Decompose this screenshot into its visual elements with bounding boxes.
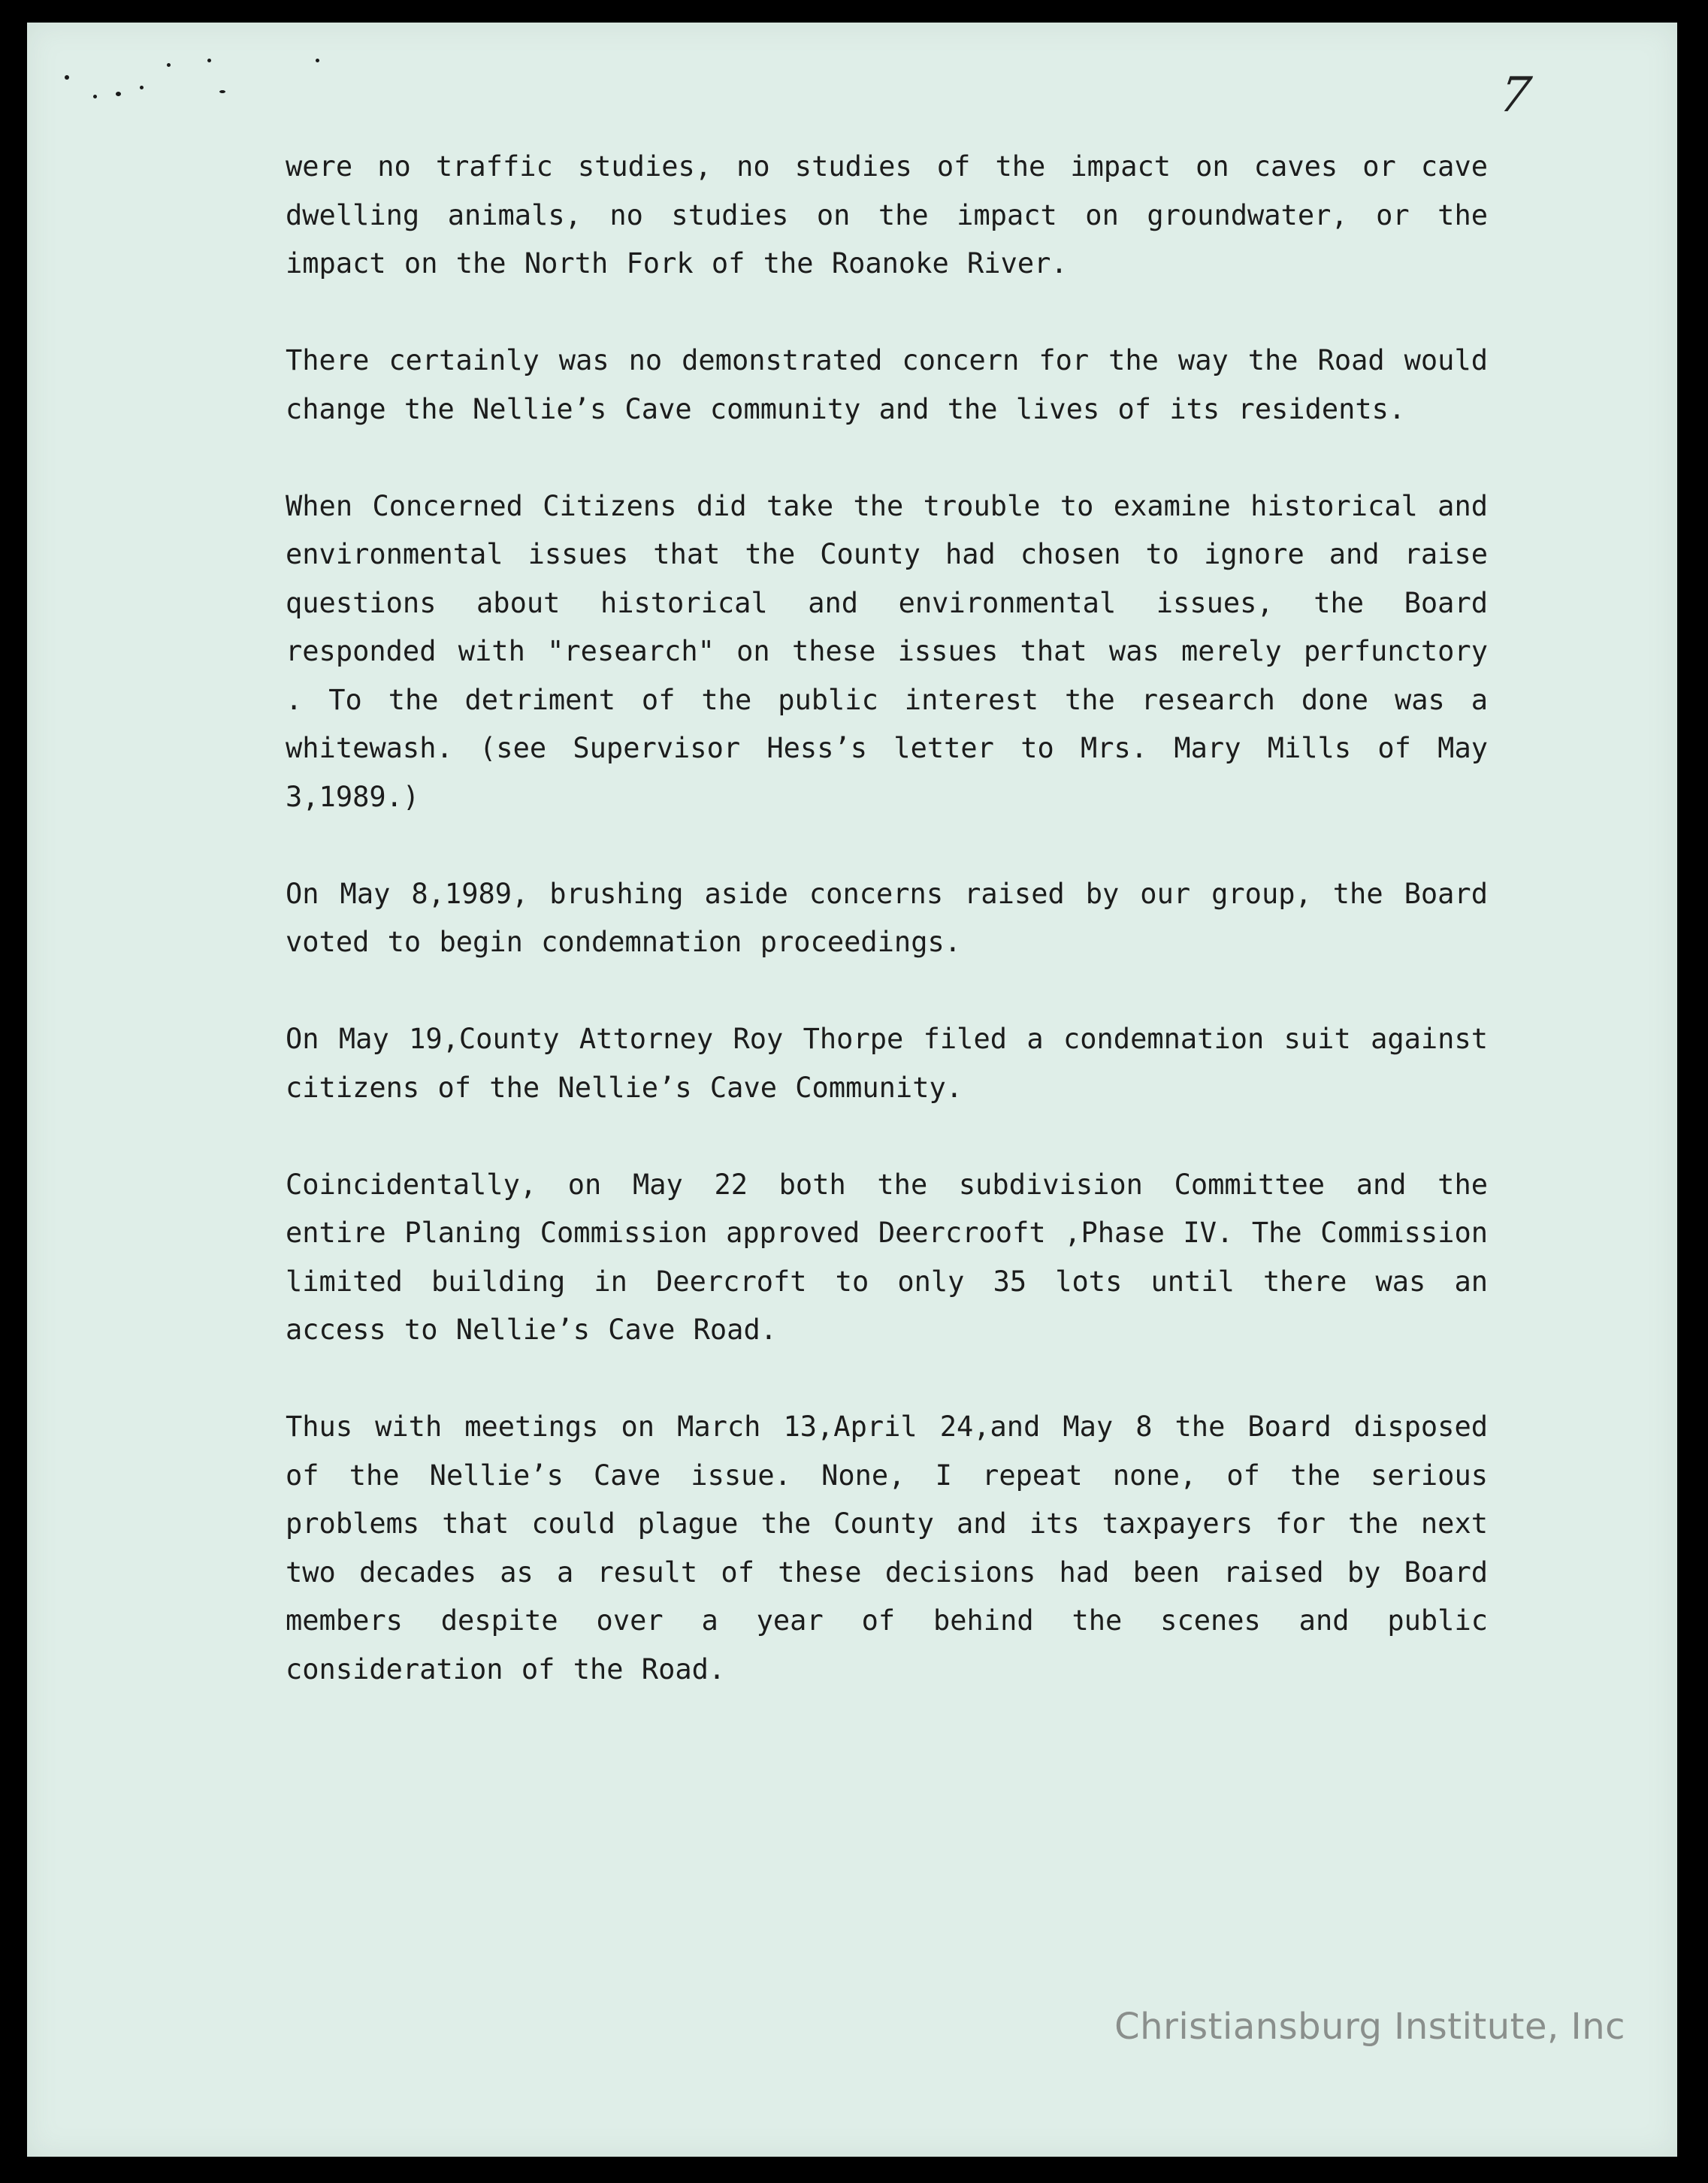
paper-speck xyxy=(219,90,225,93)
paper-speck xyxy=(140,86,144,89)
paper-speck xyxy=(116,92,121,96)
paragraph: On May 8,1989, brushing aside concerns raised by our group, the Board voted to begin condemnation proceedings. xyxy=(286,877,1488,958)
paper-speck xyxy=(207,59,211,62)
watermark: Christiansburg Institute, Inc xyxy=(1114,2006,1625,2048)
paragraph: Coincidentally, on May 22 both the subdivision Committee and the entire Planing Commission approved Deercrooft ,Phase IV. The Commission limited building in Deercroft to only 35 lots until there was an access to Nellie’s Cave Road. xyxy=(286,1168,1488,1346)
paper-speck xyxy=(316,59,319,62)
paragraph: Thus with meetings on March 13,April 24,and May 8 the Board disposed of the Nellie’s Cave issue. None, I repeat none, of the serious problems that could plague the County and its taxpayers for the next two decades as a result of these decisions had been raised by Board members despite over a year of behind the scenes and public consideration of the Road. xyxy=(286,1410,1488,1686)
paragraph: were no traffic studies, no studies of the impact on caves or cave dwelling animals, no studies on the impact on groundwater, or the impact on the North Fork of the Roanoke River. xyxy=(286,150,1488,280)
paper-speck xyxy=(93,95,97,98)
paper-speck xyxy=(65,75,69,80)
page-number: 7 xyxy=(1495,68,1534,123)
paragraph: There certainly was no demonstrated concern for the way the Road would change the Nellie’s Cave community and the lives of its residents. xyxy=(286,344,1488,425)
body-text xyxy=(286,143,1488,1743)
paragraph: On May 19,County Attorney Roy Thorpe filed a condemnation suit against citizens of the Nellie’s Cave Community. xyxy=(286,1023,1488,1104)
paragraph: When Concerned Citizens did take the trouble to examine historical and environmental issues that the County had chosen to ignore and raise questions about historical and environmental issues, the Board responded with "research" on these issues that was merely perfunctory . To the detriment of the public interest the research done was a whitewash. (see Supervisor Hess’s letter to Mrs. Mary Mills of May 3,1989.) xyxy=(286,489,1488,813)
paper-speck xyxy=(167,63,171,67)
